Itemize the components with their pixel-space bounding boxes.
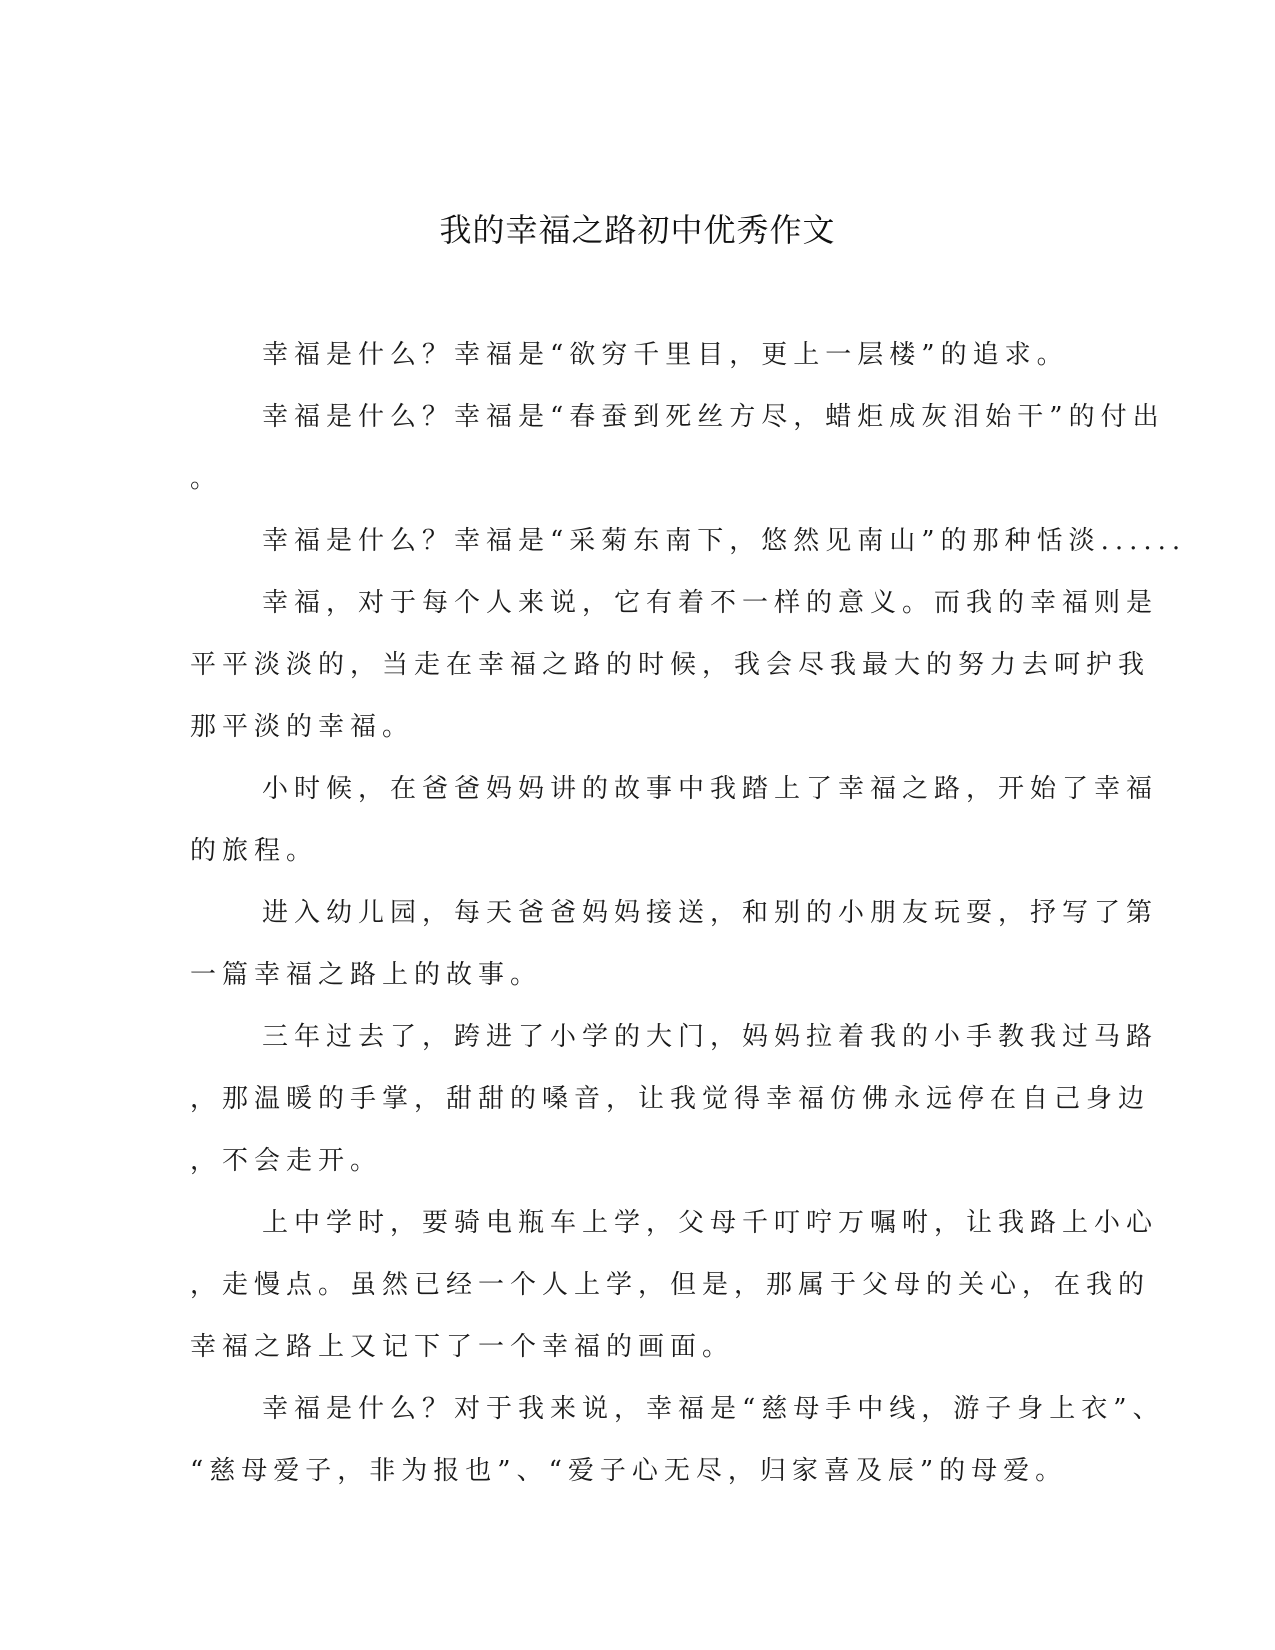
text-line: 。 <box>190 464 223 494</box>
text-line: 三年过去了，跨进了小学的大门，妈妈拉着我的小手教我过马路 <box>262 1022 1159 1052</box>
text-line: “慈母爱子，非为报也”、“爱子心无尽，归家喜及辰”的母爱。 <box>190 1456 1068 1486</box>
text-line: 一篇幸福之路上的故事。 <box>190 960 543 990</box>
text-line: 幸福，对于每个人来说，它有着不一样的意义。而我的幸福则是 <box>262 588 1159 618</box>
text-line: 的旅程。 <box>190 836 319 866</box>
text-line: ，走慢点。虽然已经一个人上学，但是，那属于父母的关心，在我的 <box>190 1270 1151 1300</box>
document-body <box>190 324 1187 1502</box>
text-line: 幸福是什么？幸福是“春蚕到死丝方尽，蜡炬成灰泪始干”的付出 <box>262 402 1165 432</box>
text-line: 那平淡的幸福。 <box>190 712 415 742</box>
text-line: 幸福是什么？幸福是“欲穷千里目，更上一层楼”的追求。 <box>262 340 1069 370</box>
text-line: 幸福是什么？对于我来说，幸福是“慈母手中线，游子身上衣”、 <box>262 1394 1165 1424</box>
text-line: ，不会走开。 <box>190 1146 383 1176</box>
text-line: 幸福之路上又记下了一个幸福的画面。 <box>190 1332 735 1362</box>
text-line: ，那温暖的手掌，甜甜的嗓音，让我觉得幸福仿佛永远停在自己身边 <box>190 1084 1151 1114</box>
text-line: 幸福是什么？幸福是“采菊东南下，悠然见南山”的那种恬淡...... <box>262 526 1187 556</box>
text-line: 上中学时，要骑电瓶车上学，父母千叮咛万嘱咐，让我路上小心 <box>262 1208 1159 1238</box>
text-line: 平平淡淡的，当走在幸福之路的时候，我会尽我最大的努力去呵护我 <box>190 650 1151 680</box>
text-line: 小时候，在爸爸妈妈讲的故事中我踏上了幸福之路，开始了幸福 <box>262 774 1159 804</box>
document-title: 我的幸福之路初中优秀作文 <box>439 211 836 249</box>
text-line: 进入幼儿园，每天爸爸妈妈接送，和别的小朋友玩耍，抒写了第 <box>262 898 1159 928</box>
